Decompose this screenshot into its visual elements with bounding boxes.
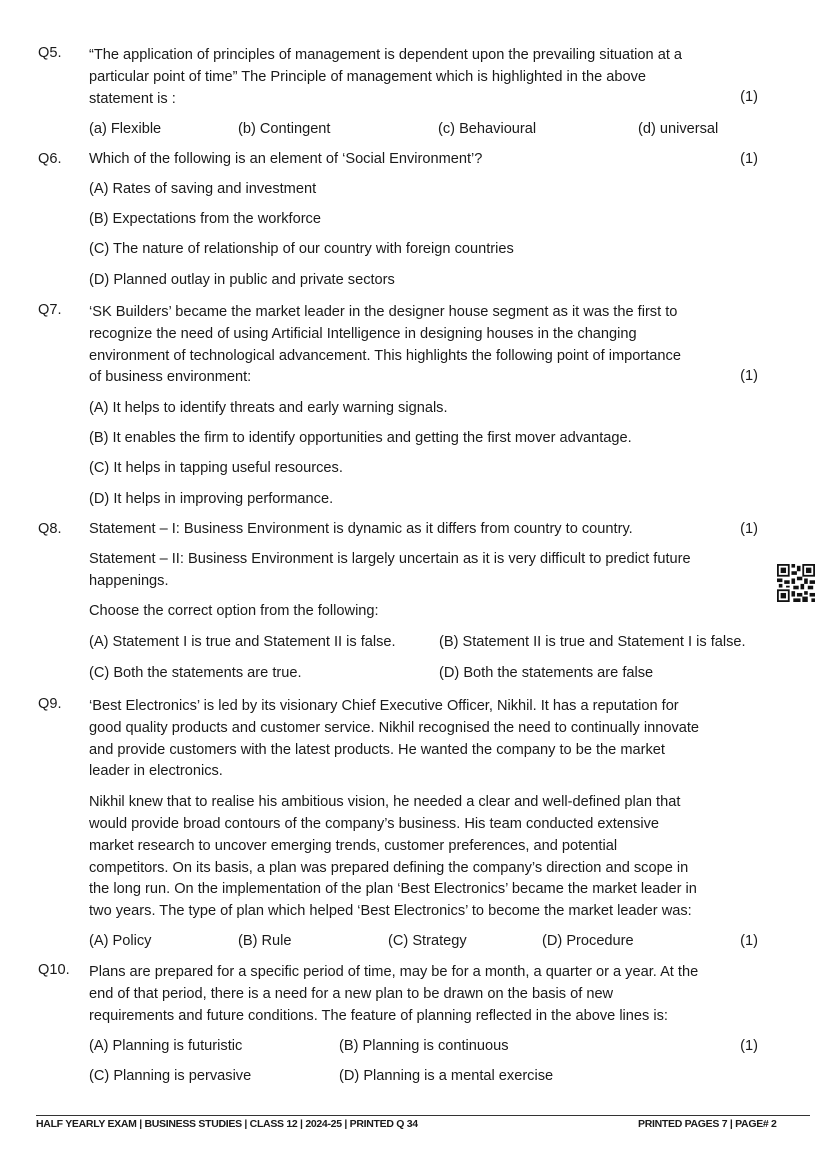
option-d: (D) It helps in improving performance. (89, 491, 334, 507)
question-line: ‘Best Electronics’ is led by its visionary Chief Executive Officer, Nikhil. It has a reputation for (89, 698, 679, 714)
marks: (1) (740, 368, 758, 384)
footer-exam-info: HALF YEARLY EXAM | BUSINESS STUDIES | CLASS 12 | 2024-25 | PRINTED Q 34 (36, 1118, 418, 1130)
marks: (1) (740, 933, 758, 949)
option-c: (C) The nature of relationship of our country with foreign countries (89, 241, 514, 257)
marks: (1) (740, 151, 758, 167)
question-line: two years. The type of plan which helped ‘Best Electronics’ to become the market leader was: (89, 903, 692, 920)
question-line: market research to uncover emerging trends, customer preferences, and potential (89, 837, 618, 854)
question-line: environment of technological advancement. This highlights the following point of importance (89, 347, 681, 364)
question-text (89, 302, 788, 389)
question-q9 (38, 696, 788, 949)
option-c: (c) Behavioural (438, 121, 537, 137)
question-paragraph-1 (89, 696, 788, 783)
statement-2-line: happenings. (89, 573, 169, 589)
question-line: particular point of time” The Principle of management which is highlighted in the above (89, 68, 647, 85)
statement-2-line: Statement – II: Business Environment is largely uncertain as it is very difficult to predict future (89, 551, 691, 567)
question-number: Q7. (38, 302, 62, 318)
question-line: of business environment: (89, 369, 252, 386)
option-c: (C) Both the statements are true. (89, 665, 302, 681)
option-a: (a) Flexible (89, 121, 162, 137)
option-b: (B) Statement II is true and Statement I is false. (439, 634, 746, 650)
marks: (1) (740, 521, 758, 537)
qr-code-icon (777, 564, 815, 602)
option-b: (b) Contingent (238, 121, 331, 137)
option-b: (B) Expectations from the workforce (89, 211, 321, 227)
question-text (89, 45, 788, 110)
option-b: (B) Rule (238, 933, 292, 949)
option-b: (B) It enables the firm to identify opportunities and getting the first mover advantage. (89, 430, 632, 446)
question-line: would provide broad contours of the company’s business. His team conducted extensive (89, 815, 660, 832)
question-number: Q5. (38, 45, 62, 61)
question-line: statement is : (89, 90, 176, 107)
question-number: Q10. (38, 962, 70, 978)
question-line: “The application of principles of management is dependent upon the prevailing situation at a (89, 47, 683, 63)
option-b: (B) Planning is continuous (339, 1038, 509, 1054)
question-paragraph-2 (89, 792, 788, 923)
option-c: (C) Strategy (388, 933, 467, 949)
statement-1: Statement – I: Business Environment is dynamic as it differs from country to country. (89, 521, 633, 537)
instruction: Choose the correct option from the following: (89, 603, 379, 619)
question-line: recognize the need of using Artificial Intelligence in designing houses in the changing (89, 325, 637, 342)
option-d: (D) Procedure (542, 933, 634, 949)
question-line: end of that period, there is a need for a new plan to be drawn on the basis of new (89, 985, 614, 1002)
option-c: (C) Planning is pervasive (89, 1068, 252, 1084)
marks: (1) (740, 1038, 758, 1054)
option-a: (A) Statement I is true and Statement II is false. (89, 634, 396, 650)
question-line: good quality products and customer service. Nikhil recognised the need to continually innovate (89, 719, 700, 736)
question-line: Nikhil knew that to realise his ambitious vision, he needed a clear and well-defined plan that (89, 794, 681, 811)
question-q10 (38, 962, 788, 1084)
option-c: (C) It helps in tapping useful resources. (89, 460, 343, 476)
footer-page-info: PRINTED PAGES 7 | PAGE# 2 (638, 1118, 777, 1130)
footer-divider (36, 1115, 810, 1116)
question-line: ‘SK Builders’ became the market leader in the designer house segment as it was the first to (89, 304, 678, 320)
question-number: Q8. (38, 521, 62, 537)
option-a: (A) Planning is futuristic (89, 1038, 243, 1054)
question-line: and provide customers with the latest products. He wanted the company to be the market (89, 741, 665, 758)
question-q5 (38, 45, 788, 137)
option-a: (A) It helps to identify threats and early warning signals. (89, 400, 448, 416)
marks: (1) (740, 89, 758, 105)
question-number: Q6. (38, 151, 62, 167)
option-d: (D) Planning is a mental exercise (339, 1068, 554, 1084)
option-d: (D) Both the statements are false (439, 665, 654, 681)
option-d: (D) Planned outlay in public and private sectors (89, 272, 395, 288)
option-a: (A) Rates of saving and investment (89, 181, 317, 197)
question-number: Q9. (38, 696, 62, 712)
question-text (89, 962, 788, 1027)
option-d: (d) universal (638, 121, 719, 137)
option-a: (A) Policy (89, 933, 152, 949)
question-text: Which of the following is an element of ‘Social Environment’? (89, 151, 483, 167)
question-line: requirements and future conditions. The feature of planning reflected in the above lines is: (89, 1007, 668, 1024)
question-line: leader in electronics. (89, 763, 223, 780)
question-line: competitors. On its basis, a plan was prepared defining the company’s direction and scope in (89, 859, 689, 876)
question-line: the long run. On the implementation of the plan ‘Best Electronics’ became the market leader in (89, 881, 697, 898)
question-line: Plans are prepared for a specific period of time, may be for a month, a quarter or a year. At the (89, 964, 699, 980)
question-q7 (38, 302, 788, 507)
